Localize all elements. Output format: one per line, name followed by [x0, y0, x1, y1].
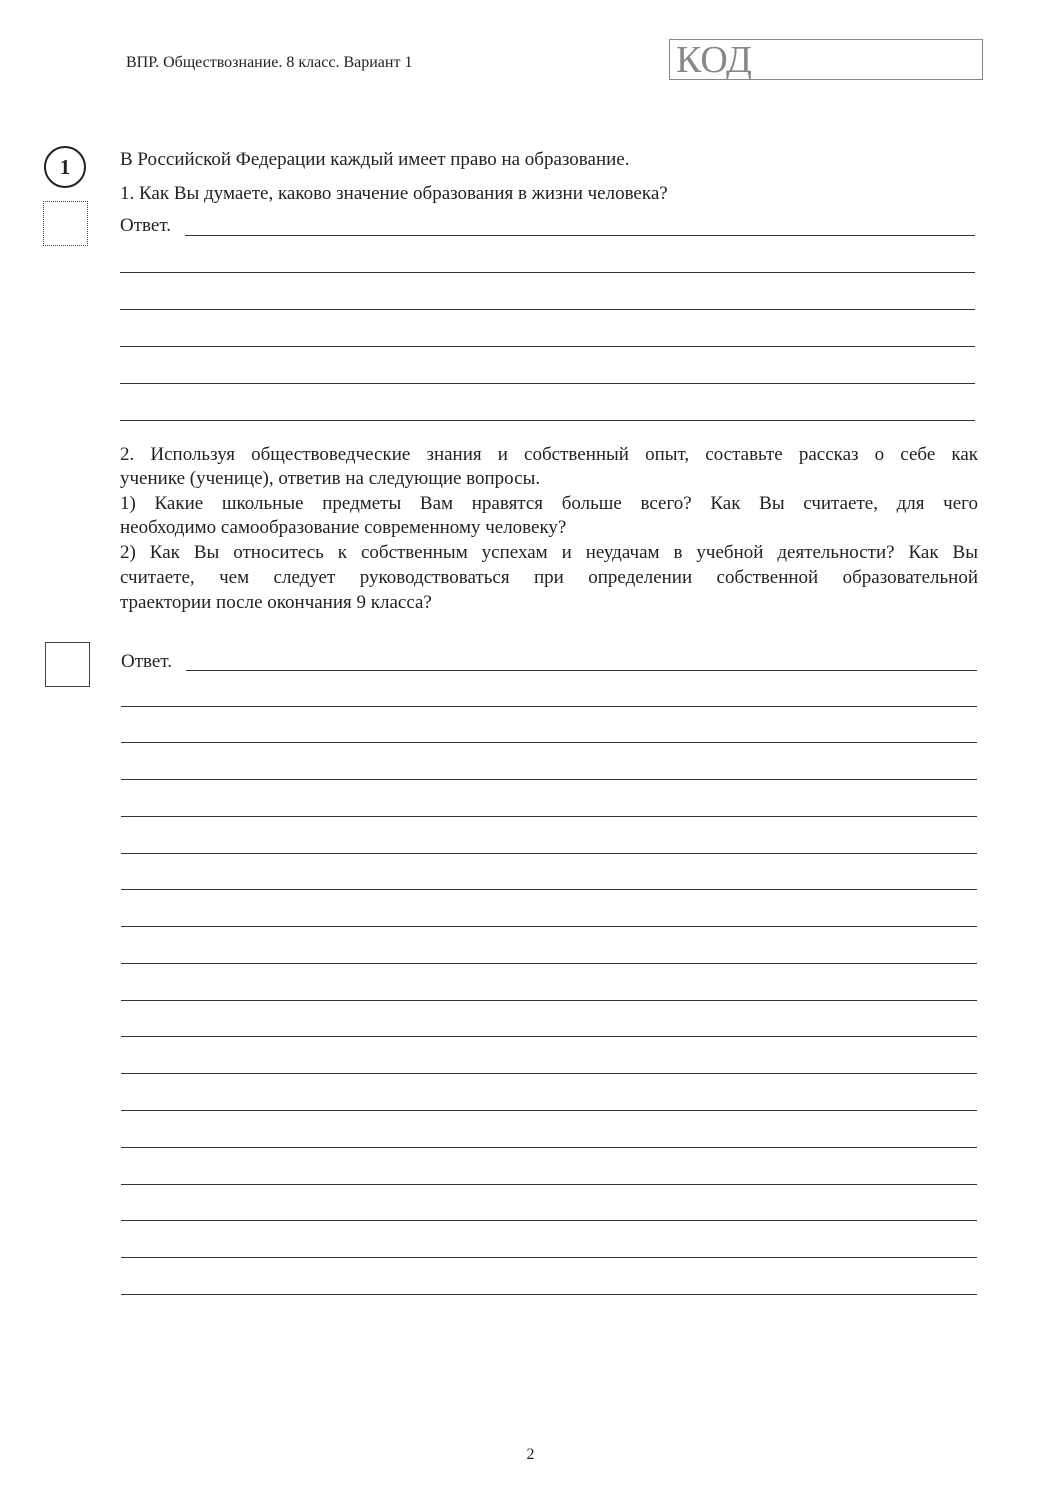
score-box-part2[interactable]: [45, 642, 90, 687]
answer-line[interactable]: [121, 1110, 977, 1111]
answer-line[interactable]: [185, 235, 975, 236]
answer-line[interactable]: [121, 926, 977, 927]
subquestion-1-line-2: необходимо самообразование современному человеку?: [120, 517, 567, 538]
answer-line[interactable]: [121, 1184, 977, 1185]
answer-line[interactable]: [121, 706, 977, 707]
subquestion-2-line-2: считаете, чем следует руководствоваться при определении собственной образовательной: [120, 567, 978, 588]
answer-line[interactable]: [186, 670, 977, 671]
code-field[interactable]: [669, 39, 983, 80]
header-title: ВПР. Обществознание. 8 класс. Вариант 1: [126, 54, 413, 71]
answer-line[interactable]: [120, 420, 975, 421]
subquestion-2-line-1: 2) Как Вы относитесь к собственным успехам и неудачам в учебной деятельности? Как Вы: [120, 542, 978, 563]
code-label: КОД: [676, 39, 752, 81]
answer-line[interactable]: [121, 1220, 977, 1221]
score-box-part1[interactable]: [43, 201, 88, 246]
task-intro: В Российской Федерации каждый имеет право на образование.: [120, 149, 630, 170]
task-number-badge: [44, 146, 86, 188]
answer-line[interactable]: [121, 1073, 977, 1074]
answer-line[interactable]: [120, 309, 975, 310]
answer-line[interactable]: [120, 272, 975, 273]
answer-line[interactable]: [121, 853, 977, 854]
question-2-line-1: 2. Используя обществоведческие знания и собственный опыт, составьте рассказ о себе как: [120, 444, 978, 465]
answer-line[interactable]: [121, 1036, 977, 1037]
answer-line[interactable]: [121, 742, 977, 743]
subquestion-1-line-1: 1) Какие школьные предметы Вам нравятся больше всего? Как Вы считаете, для чего: [120, 493, 978, 514]
answer-line[interactable]: [120, 383, 975, 384]
answer-line[interactable]: [121, 1294, 977, 1295]
question-1: 1. Как Вы думаете, каково значение образования в жизни человека?: [120, 183, 668, 204]
answer-line[interactable]: [121, 1147, 977, 1148]
answer-1-label: Ответ.: [120, 214, 177, 238]
answer-line[interactable]: [121, 1257, 977, 1258]
task-number: 1: [59, 154, 71, 179]
answer-line[interactable]: [121, 1000, 977, 1001]
answer-line[interactable]: [121, 816, 977, 817]
question-2-line-2: ученике (ученице), ответив на следующие вопросы.: [120, 468, 541, 489]
page-number: 2: [526, 1446, 535, 1463]
answer-line[interactable]: [121, 963, 977, 964]
answer-line[interactable]: [121, 779, 977, 780]
answer-line[interactable]: [120, 346, 975, 347]
answer-line[interactable]: [121, 889, 977, 890]
subquestion-2-line-3: траектории после окончания 9 класса?: [120, 592, 432, 613]
answer-2-label: Ответ.: [121, 650, 178, 674]
